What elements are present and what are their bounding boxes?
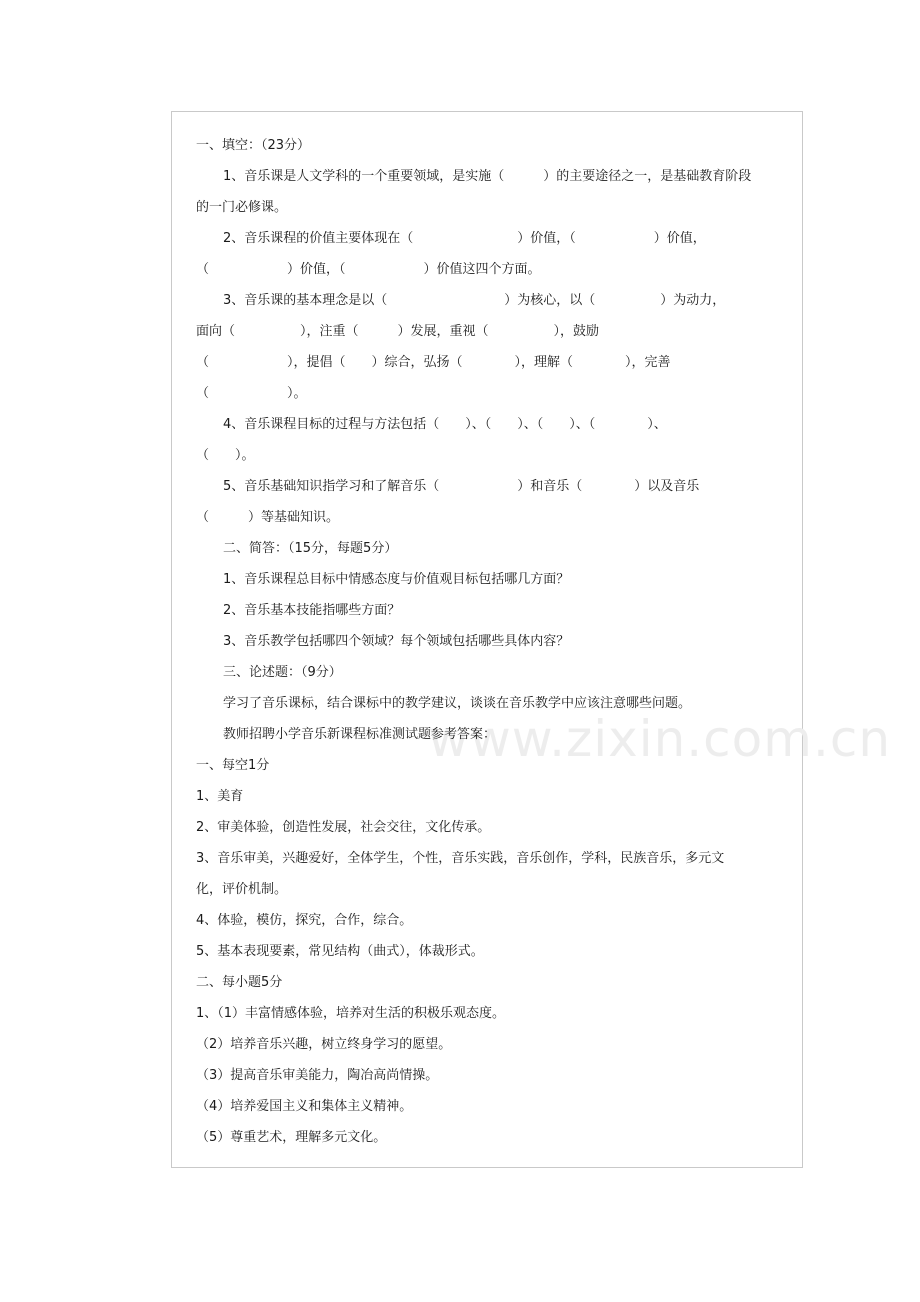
question-fill-4-cont: （ ）。: [196, 448, 255, 463]
section-title-short-answer: 二、简答：（15分，每题5分）: [223, 541, 398, 556]
answer-item: 3、音乐审美，兴趣爱好，全体学生，个性，音乐实践，音乐创作，学科，民族音乐，多元文: [196, 851, 725, 866]
question-fill-3: 3、音乐课的基本理念是以（ ）为核心，以（ ）为动力，: [223, 293, 726, 308]
section-title-essay: 三、论述题：（9分）: [223, 665, 342, 680]
answer-item: 1、美育: [196, 789, 244, 804]
answer-key-title: 教师招聘小学音乐新课程标准测试题参考答案：: [223, 727, 497, 742]
answer-item: 5、基本表现要素，常见结构（曲式），体裁形式。: [196, 944, 484, 959]
document-page: [171, 111, 892, 1168]
question-short-3: 3、音乐教学包括哪四个领域？每个领域包括哪些具体内容？: [223, 634, 570, 649]
answer-section-2-title: 二、每小题5分: [196, 975, 283, 990]
question-essay: 学习了音乐课标，结合课标中的教学建议，谈谈在音乐教学中应该注意哪些问题。: [223, 696, 692, 711]
answer-item: （5）尊重艺术，理解多元文化。: [196, 1130, 387, 1145]
answer-item: 2、审美体验，创造性发展，社会交往，文化传承。: [196, 820, 491, 835]
question-fill-2-cont: （ ）价值，（ ）价值这四个方面。: [196, 262, 541, 277]
question-fill-5-cont: （ ）等基础知识。: [196, 510, 340, 525]
question-fill-3-cont: （ ）。: [196, 386, 307, 401]
answer-section-1-title: 一、每空1分: [196, 758, 270, 773]
question-short-1: 1、音乐课程总目标中情感态度与价值观目标包括哪几方面？: [223, 572, 570, 587]
question-fill-3-cont: （ ），提倡（ ）综合，弘扬（ ），理解（ ），完善: [196, 355, 671, 370]
answer-item: （2）培养音乐兴趣，树立终身学习的愿望。: [196, 1037, 452, 1052]
answer-item-cont: 化，评价机制。: [196, 882, 288, 897]
question-fill-1-cont: 的一门必修课。: [196, 200, 288, 215]
question-fill-5: 5、音乐基础知识指学习和了解音乐（ ）和音乐（ ）以及音乐: [223, 479, 700, 494]
question-fill-4: 4、音乐课程目标的过程与方法包括（ ）、（ ）、（ ）、（ ）、: [223, 417, 667, 432]
question-fill-3-cont: 面向（ ），注重（ ）发展，重视（ ），鼓励: [196, 324, 600, 339]
answer-item: （3）提高音乐审美能力，陶冶高尚情操。: [196, 1068, 439, 1083]
watermark: www.zixin.com.cn: [428, 710, 892, 768]
question-short-2: 2、音乐基本技能指哪些方面？: [223, 603, 401, 618]
answer-item: 4、体验，模仿，探究，合作，综合。: [196, 913, 413, 928]
document-body: [196, 130, 782, 1153]
answer-item: （4）培养爱国主义和集体主义精神。: [196, 1099, 413, 1114]
question-fill-1: 1、音乐课是人文学科的一个重要领域，是实施（ ）的主要途径之一，是基础教育阶段: [223, 169, 752, 184]
question-fill-2: 2、音乐课程的价值主要体现在（ ）价值，（ ）价值，: [223, 231, 706, 246]
answer-item: 1、（1）丰富情感体验，培养对生活的积极乐观态度。: [196, 1006, 506, 1021]
section-title-fill-in: 一、填空：（23分）: [196, 138, 311, 153]
